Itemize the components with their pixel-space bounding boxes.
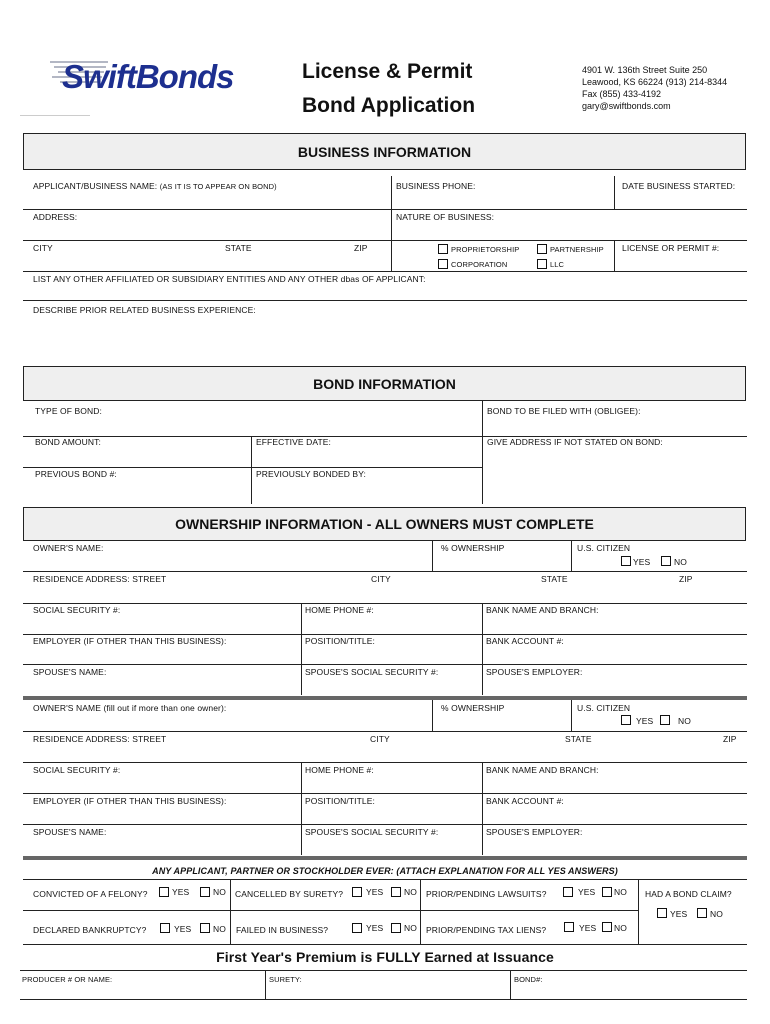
previously-bonded-by-field[interactable]: PREVIOUSLY BONDED BY: <box>256 469 366 479</box>
owner1-citizen-no-checkbox[interactable] <box>661 556 671 566</box>
proprietorship-label: PROPRIETORSHIP <box>451 245 520 254</box>
divider <box>23 762 747 763</box>
license-permit-field[interactable]: LICENSE OR PERMIT #: <box>622 243 720 253</box>
bankruptcy-no-checkbox[interactable] <box>200 923 210 933</box>
ownership-section-heading: OWNERSHIP INFORMATION - ALL OWNERS MUST COMPLETE <box>23 507 746 541</box>
divider <box>20 970 747 971</box>
divider <box>23 300 747 301</box>
divider <box>614 176 615 209</box>
business-state-field[interactable]: STATE <box>225 243 252 253</box>
owner2-state-field[interactable]: STATE <box>565 734 592 744</box>
owner1-city-field[interactable]: CITY <box>371 574 391 584</box>
bond-number-field[interactable]: BOND#: <box>514 975 543 984</box>
owner2-name-field[interactable]: OWNER'S NAME (fill out if more than one owner): <box>33 703 227 713</box>
company-logo <box>48 52 238 102</box>
owner2-citizen-label: U.S. CITIZEN <box>577 703 631 713</box>
address-line-2: Leawood, KS 66224 (913) 214-8344 <box>582 77 728 87</box>
company-contact <box>582 64 727 112</box>
partnership-label: PARTNERSHIP <box>550 245 604 254</box>
email-address: gary@swiftbonds.com <box>582 101 671 111</box>
failed-question: FAILED IN BUSINESS? <box>236 925 329 935</box>
owner1-bank-field[interactable]: BANK NAME AND BRANCH: <box>486 605 599 615</box>
divider <box>23 467 482 468</box>
failed-yes-label: YES <box>366 923 384 933</box>
tax-liens-question: PRIOR/PENDING TAX LIENS? <box>426 925 547 935</box>
owner2-citizen-no-checkbox[interactable] <box>660 715 670 725</box>
divider <box>482 436 483 504</box>
divider <box>23 824 747 825</box>
applicant-name-note: (AS IT IS TO APPEAR ON BOND) <box>159 182 277 191</box>
divider <box>23 571 747 572</box>
owner1-name-field[interactable]: OWNER'S NAME: <box>33 543 104 553</box>
owner1-residence-field[interactable]: RESIDENCE ADDRESS: STREET <box>33 574 167 584</box>
divider <box>23 664 747 665</box>
date-started-field[interactable]: DATE BUSINESS STARTED: <box>622 181 736 191</box>
divider <box>614 240 615 271</box>
llc-checkbox[interactable] <box>537 259 547 269</box>
divider <box>432 541 433 571</box>
bond-amount-field[interactable]: BOND AMOUNT: <box>35 437 101 447</box>
claim-question: HAD A BOND CLAIM? <box>645 889 732 899</box>
owner1-spouse-employer-field[interactable]: SPOUSE'S EMPLOYER: <box>486 667 583 677</box>
lawsuits-yes-checkbox[interactable] <box>563 887 573 897</box>
tax-liens-no-label: NO <box>614 923 627 933</box>
surety-field[interactable]: SURETY: <box>269 975 302 984</box>
logo-text: SwiftBonds <box>62 58 234 95</box>
producer-field[interactable]: PRODUCER # OR NAME: <box>22 975 113 984</box>
bankruptcy-yes-label: YES <box>174 924 192 934</box>
owner2-citizen-yes-checkbox[interactable] <box>621 715 631 725</box>
nature-of-business-field[interactable]: NATURE OF BUSINESS: <box>396 212 495 222</box>
owner2-bank-account-field[interactable]: BANK ACCOUNT #: <box>486 796 564 806</box>
divider <box>391 209 392 240</box>
cancelled-question: CANCELLED BY SURETY? <box>235 889 344 899</box>
owner2-spouse-ssn-field[interactable]: SPOUSE'S SOCIAL SECURITY #: <box>305 827 439 837</box>
owner1-home-phone-field[interactable]: HOME PHONE #: <box>305 605 374 615</box>
felony-yes-checkbox[interactable] <box>159 887 169 897</box>
felony-no-checkbox[interactable] <box>200 887 210 897</box>
divider <box>301 603 302 695</box>
form-title <box>302 55 475 123</box>
owner1-position-field[interactable]: POSITION/TITLE: <box>305 636 375 646</box>
owner2-home-phone-field[interactable]: HOME PHONE #: <box>305 765 374 775</box>
title-line-2: Bond Application <box>302 94 476 117</box>
divider <box>23 944 747 945</box>
failed-no-label: NO <box>404 923 417 933</box>
divider <box>391 176 392 209</box>
applicant-name-field[interactable] <box>33 181 277 191</box>
business-phone-field[interactable]: BUSINESS PHONE: <box>396 181 476 191</box>
owner2-residence-field[interactable]: RESIDENCE ADDRESS: STREET <box>33 734 167 744</box>
corporation-label: CORPORATION <box>451 260 508 269</box>
failed-no-checkbox[interactable] <box>391 923 401 933</box>
cancelled-no-label: NO <box>404 887 417 897</box>
claim-yes-checkbox[interactable] <box>657 908 667 918</box>
divider <box>638 880 639 944</box>
bankruptcy-no-label: NO <box>213 924 226 934</box>
owner2-citizen-no-label: NO <box>678 716 691 726</box>
owner2-city-field[interactable]: CITY <box>370 734 390 744</box>
address-line-1: 4901 W. 136th Street Suite 250 <box>582 65 708 75</box>
tax-liens-yes-checkbox[interactable] <box>564 922 574 932</box>
owner1-state-field[interactable]: STATE <box>541 574 568 584</box>
experience-field[interactable]: DESCRIBE PRIOR RELATED BUSINESS EXPERIENCE: <box>33 305 256 315</box>
bond-section-heading: BOND INFORMATION <box>23 366 746 401</box>
owner1-citizen-no-label: NO <box>674 557 687 567</box>
owner1-spouse-name-field[interactable]: SPOUSE'S NAME: <box>33 667 107 677</box>
divider <box>482 401 483 437</box>
owner1-percent-field[interactable]: % OWNERSHIP <box>441 543 505 553</box>
divider <box>20 999 747 1000</box>
owner2-bank-field[interactable]: BANK NAME AND BRANCH: <box>486 765 599 775</box>
owner1-citizen-yes-label: YES <box>633 557 651 567</box>
divider <box>23 634 747 635</box>
llc-label: LLC <box>550 260 565 269</box>
lawsuits-no-checkbox[interactable] <box>602 887 612 897</box>
owner2-spouse-name-field[interactable]: SPOUSE'S NAME: <box>33 827 107 837</box>
divider <box>391 240 392 271</box>
owner1-employer-field[interactable]: EMPLOYER (IF OTHER THAN THIS BUSINESS): <box>33 636 227 646</box>
lawsuits-yes-label: YES <box>578 887 596 897</box>
divider <box>23 793 747 794</box>
business-zip-field[interactable]: ZIP <box>354 243 368 253</box>
failed-yes-checkbox[interactable] <box>352 923 362 933</box>
owner2-zip-field[interactable]: ZIP <box>723 734 737 744</box>
divider <box>432 700 433 731</box>
bankruptcy-yes-checkbox[interactable] <box>160 923 170 933</box>
questions-heading: ANY APPLICANT, PARTNER OR STOCKHOLDER EVER: (ATTACH EXPLANATION FOR ALL YES ANSWERS) <box>152 866 618 876</box>
owner1-citizen-label: U.S. CITIZEN <box>577 543 631 553</box>
owner1-zip-field[interactable]: ZIP <box>679 574 693 584</box>
owner1-citizen-yes-checkbox[interactable] <box>621 556 631 566</box>
owner2-position-field[interactable]: POSITION/TITLE: <box>305 796 375 806</box>
claim-no-checkbox[interactable] <box>697 908 707 918</box>
divider <box>230 880 231 944</box>
divider <box>571 541 572 571</box>
divider <box>265 970 266 999</box>
logo-underline <box>20 115 90 116</box>
obligee-field[interactable]: BOND TO BE FILED WITH (OBLIGEE): <box>487 406 641 416</box>
applicant-name-label: APPLICANT/BUSINESS NAME: <box>33 181 158 191</box>
divider <box>23 271 747 272</box>
tax-liens-yes-label: YES <box>579 923 597 933</box>
owner2-percent-field[interactable]: % OWNERSHIP <box>441 703 505 713</box>
cancelled-no-checkbox[interactable] <box>391 887 401 897</box>
owner-separator <box>23 696 747 700</box>
previous-bond-field[interactable]: PREVIOUS BOND #: <box>35 469 117 479</box>
divider <box>23 910 638 911</box>
divider <box>510 970 511 999</box>
affiliates-field[interactable]: LIST ANY OTHER AFFILIATED OR SUBSIDIARY ENTITIES AND ANY OTHER dbas OF APPLICANT: <box>33 274 426 284</box>
divider <box>23 731 747 732</box>
owner2-citizen-yes-label: YES <box>636 716 654 726</box>
business-section-heading: BUSINESS INFORMATION <box>23 133 746 170</box>
divider <box>482 762 483 855</box>
corporation-checkbox[interactable] <box>438 259 448 269</box>
fax-number: Fax (855) 433-4192 <box>582 89 662 99</box>
proprietorship-checkbox[interactable] <box>438 244 448 254</box>
divider <box>23 240 747 241</box>
questions-separator <box>23 856 747 860</box>
tax-liens-no-checkbox[interactable] <box>602 922 612 932</box>
owner2-employer-field[interactable]: EMPLOYER (IF OTHER THAN THIS BUSINESS): <box>33 796 227 806</box>
lawsuits-no-label: NO <box>614 887 627 897</box>
divider <box>23 603 747 604</box>
owner1-bank-account-field[interactable]: BANK ACCOUNT #: <box>486 636 564 646</box>
owner1-spouse-ssn-field[interactable]: SPOUSE'S SOCIAL SECURITY #: <box>305 667 439 677</box>
felony-no-label: NO <box>213 887 226 897</box>
owner1-ssn-field[interactable]: SOCIAL SECURITY #: <box>33 605 121 615</box>
obligee-address-field[interactable]: GIVE ADDRESS IF NOT STATED ON BOND: <box>487 437 663 447</box>
address-field[interactable]: ADDRESS: <box>33 212 78 222</box>
felony-question: CONVICTED OF A FELONY? <box>33 889 148 899</box>
business-city-field[interactable]: CITY <box>33 243 53 253</box>
claim-no-label: NO <box>710 909 723 919</box>
lawsuits-question: PRIOR/PENDING LAWSUITS? <box>426 889 547 899</box>
partnership-checkbox[interactable] <box>537 244 547 254</box>
bond-type-field[interactable]: TYPE OF BOND: <box>35 406 102 416</box>
effective-date-field[interactable]: EFFECTIVE DATE: <box>256 437 332 447</box>
divider <box>420 880 421 944</box>
bankruptcy-question: DECLARED BANKRUPTCY? <box>33 925 147 935</box>
felony-yes-label: YES <box>172 887 190 897</box>
premium-notice: First Year's Premium is FULLY Earned at Issuance <box>216 949 554 965</box>
divider <box>482 603 483 695</box>
title-line-1: License & Permit <box>302 60 473 83</box>
cancelled-yes-label: YES <box>366 887 384 897</box>
divider <box>301 762 302 855</box>
divider <box>23 209 747 210</box>
claim-yes-label: YES <box>670 909 688 919</box>
owner2-spouse-employer-field[interactable]: SPOUSE'S EMPLOYER: <box>486 827 583 837</box>
divider <box>571 700 572 731</box>
divider <box>251 436 252 504</box>
cancelled-yes-checkbox[interactable] <box>352 887 362 897</box>
owner2-ssn-field[interactable]: SOCIAL SECURITY #: <box>33 765 121 775</box>
